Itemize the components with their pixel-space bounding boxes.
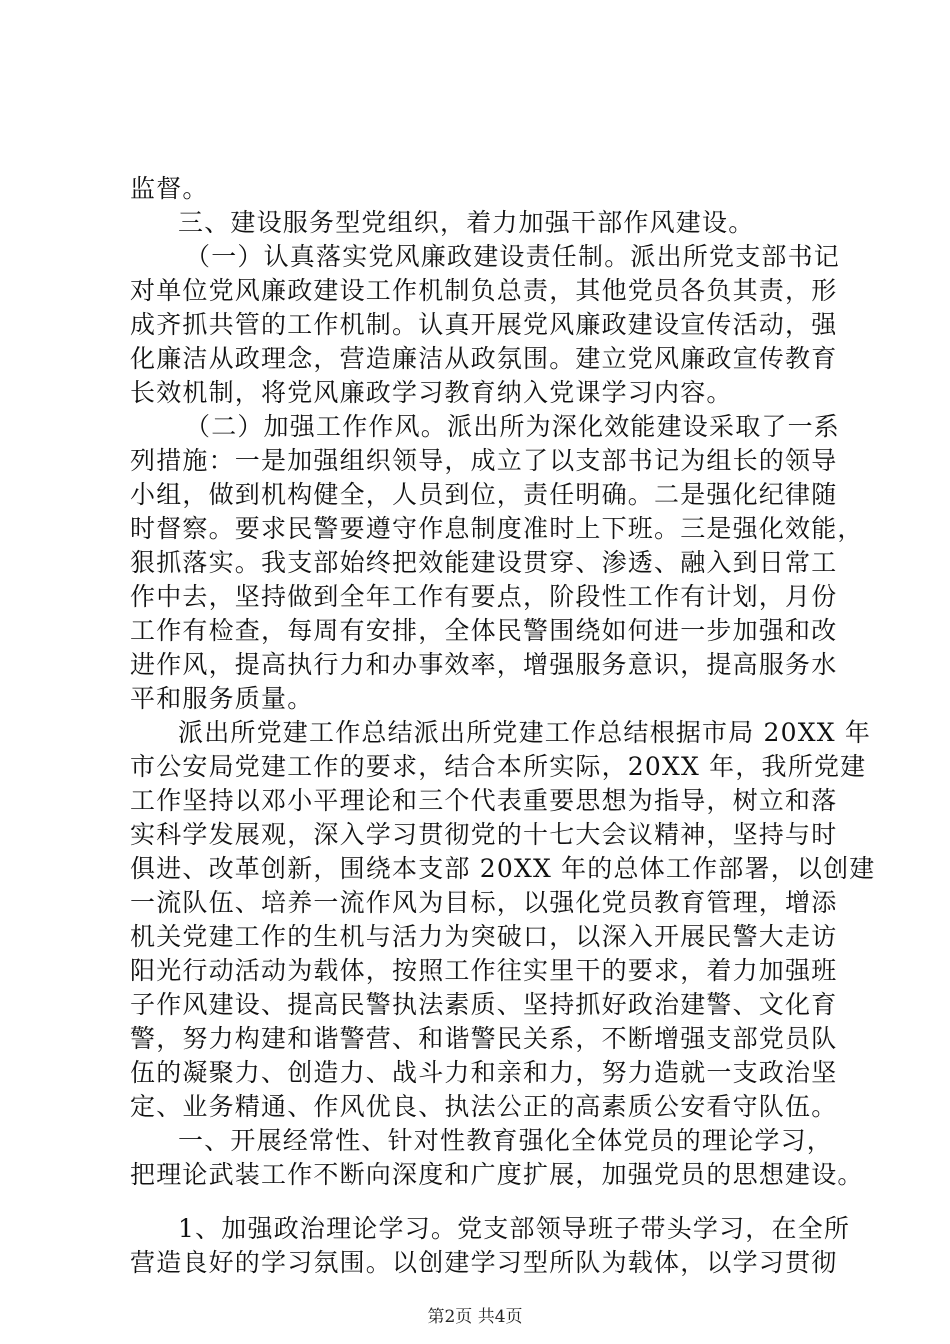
text-line: 警，努力构建和谐警营、和谐警民关系，不断增强支部党员队 xyxy=(130,1024,838,1053)
text-line: 长效机制，将党风廉政学习教育纳入党课学习内容。 xyxy=(130,378,733,407)
section-heading: 一、开展经常性、针对性教育强化全体党员的理论学习， xyxy=(178,1126,834,1155)
text-line: 狠抓落实。我支部始终把效能建设贯穿、渗透、融入到日常工 xyxy=(130,548,838,577)
text-line: 伍的凝聚力、创造力、战斗力和亲和力，努力造就一支政治坚 xyxy=(130,1058,838,1087)
text-line: 进作风，提高执行力和办事效率，增强服务意识，提高服务水 xyxy=(130,650,838,679)
text-line: 列措施：一是加强组织领导，成立了以支部书记为组长的领导 xyxy=(130,446,838,475)
text-line: 化廉洁从政理念，营造廉洁从政氛围。建立党风廉政宣传教育 xyxy=(130,344,838,373)
text-line: 监督。 xyxy=(130,174,209,203)
text-line: 营造良好的学习氛围。以创建学习型所队为载体，以学习贯彻 xyxy=(130,1248,838,1277)
text-line: 一流队伍、培养一流作风为目标，以强化党员教育管理，增添 xyxy=(130,888,838,917)
text-line: 派出所党建工作总结派出所党建工作总结根据市局 20XX 年 xyxy=(178,718,872,747)
text-line: 成齐抓共管的工作机制。认真开展党风廉政建设宣传活动，强 xyxy=(130,310,838,339)
page-footer: 第2页 共4页 xyxy=(427,1307,523,1327)
section-heading: 三、建设服务型党组织，着力加强干部作风建设。 xyxy=(178,208,755,237)
text-line: 工作有检查，每周有安排，全体民警围绕如何进一步加强和改 xyxy=(130,616,838,645)
text-line: （二）加强工作作风。派出所为深化效能建设采取了一系 xyxy=(185,412,841,441)
text-line: 子作风建设、提高民警执法素质、坚持抓好政治建警、文化育 xyxy=(130,990,838,1019)
text-line: 阳光行动活动为载体，按照工作往实里干的要求，着力加强班 xyxy=(130,956,838,985)
text-line: 机关党建工作的生机与活力为突破口，以深入开展民警大走访 xyxy=(130,922,838,951)
text-line: 工作坚持以邓小平理论和三个代表重要思想为指导，树立和落 xyxy=(130,786,838,815)
text-line: 1、加强政治理论学习。党支部领导班子带头学习，在全所 xyxy=(178,1214,851,1243)
text-line: 对单位党风廉政建设工作机制负总责，其他党员各负其责，形 xyxy=(130,276,838,305)
text-line: （一）认真落实党风廉政建设责任制。派出所党支部书记 xyxy=(185,242,841,271)
text-line: 平和服务质量。 xyxy=(130,684,314,713)
text-line: 时督察。要求民警要遵守作息制度准时上下班。三是强化效能， xyxy=(130,514,864,543)
text-line: 定、业务精通、作风优良、执法公正的高素质公安看守队伍。 xyxy=(130,1092,838,1121)
text-line: 作中去，坚持做到全年工作有要点，阶段性工作有计划，月份 xyxy=(130,582,838,611)
text-line: 实科学发展观，深入学习贯彻党的十七大会议精神，坚持与时 xyxy=(130,820,838,849)
text-line: 把理论武装工作不断向深度和广度扩展，加强党员的思想建设。 xyxy=(130,1160,864,1189)
text-line: 小组，做到机构健全，人员到位，责任明确。二是强化纪律随 xyxy=(130,480,838,509)
text-line: 俱进、改革创新，围绕本支部 20XX 年的总体工作部署，以创建 xyxy=(130,854,876,883)
text-line: 市公安局党建工作的要求，结合本所实际，20XX 年，我所党建 xyxy=(130,752,867,781)
